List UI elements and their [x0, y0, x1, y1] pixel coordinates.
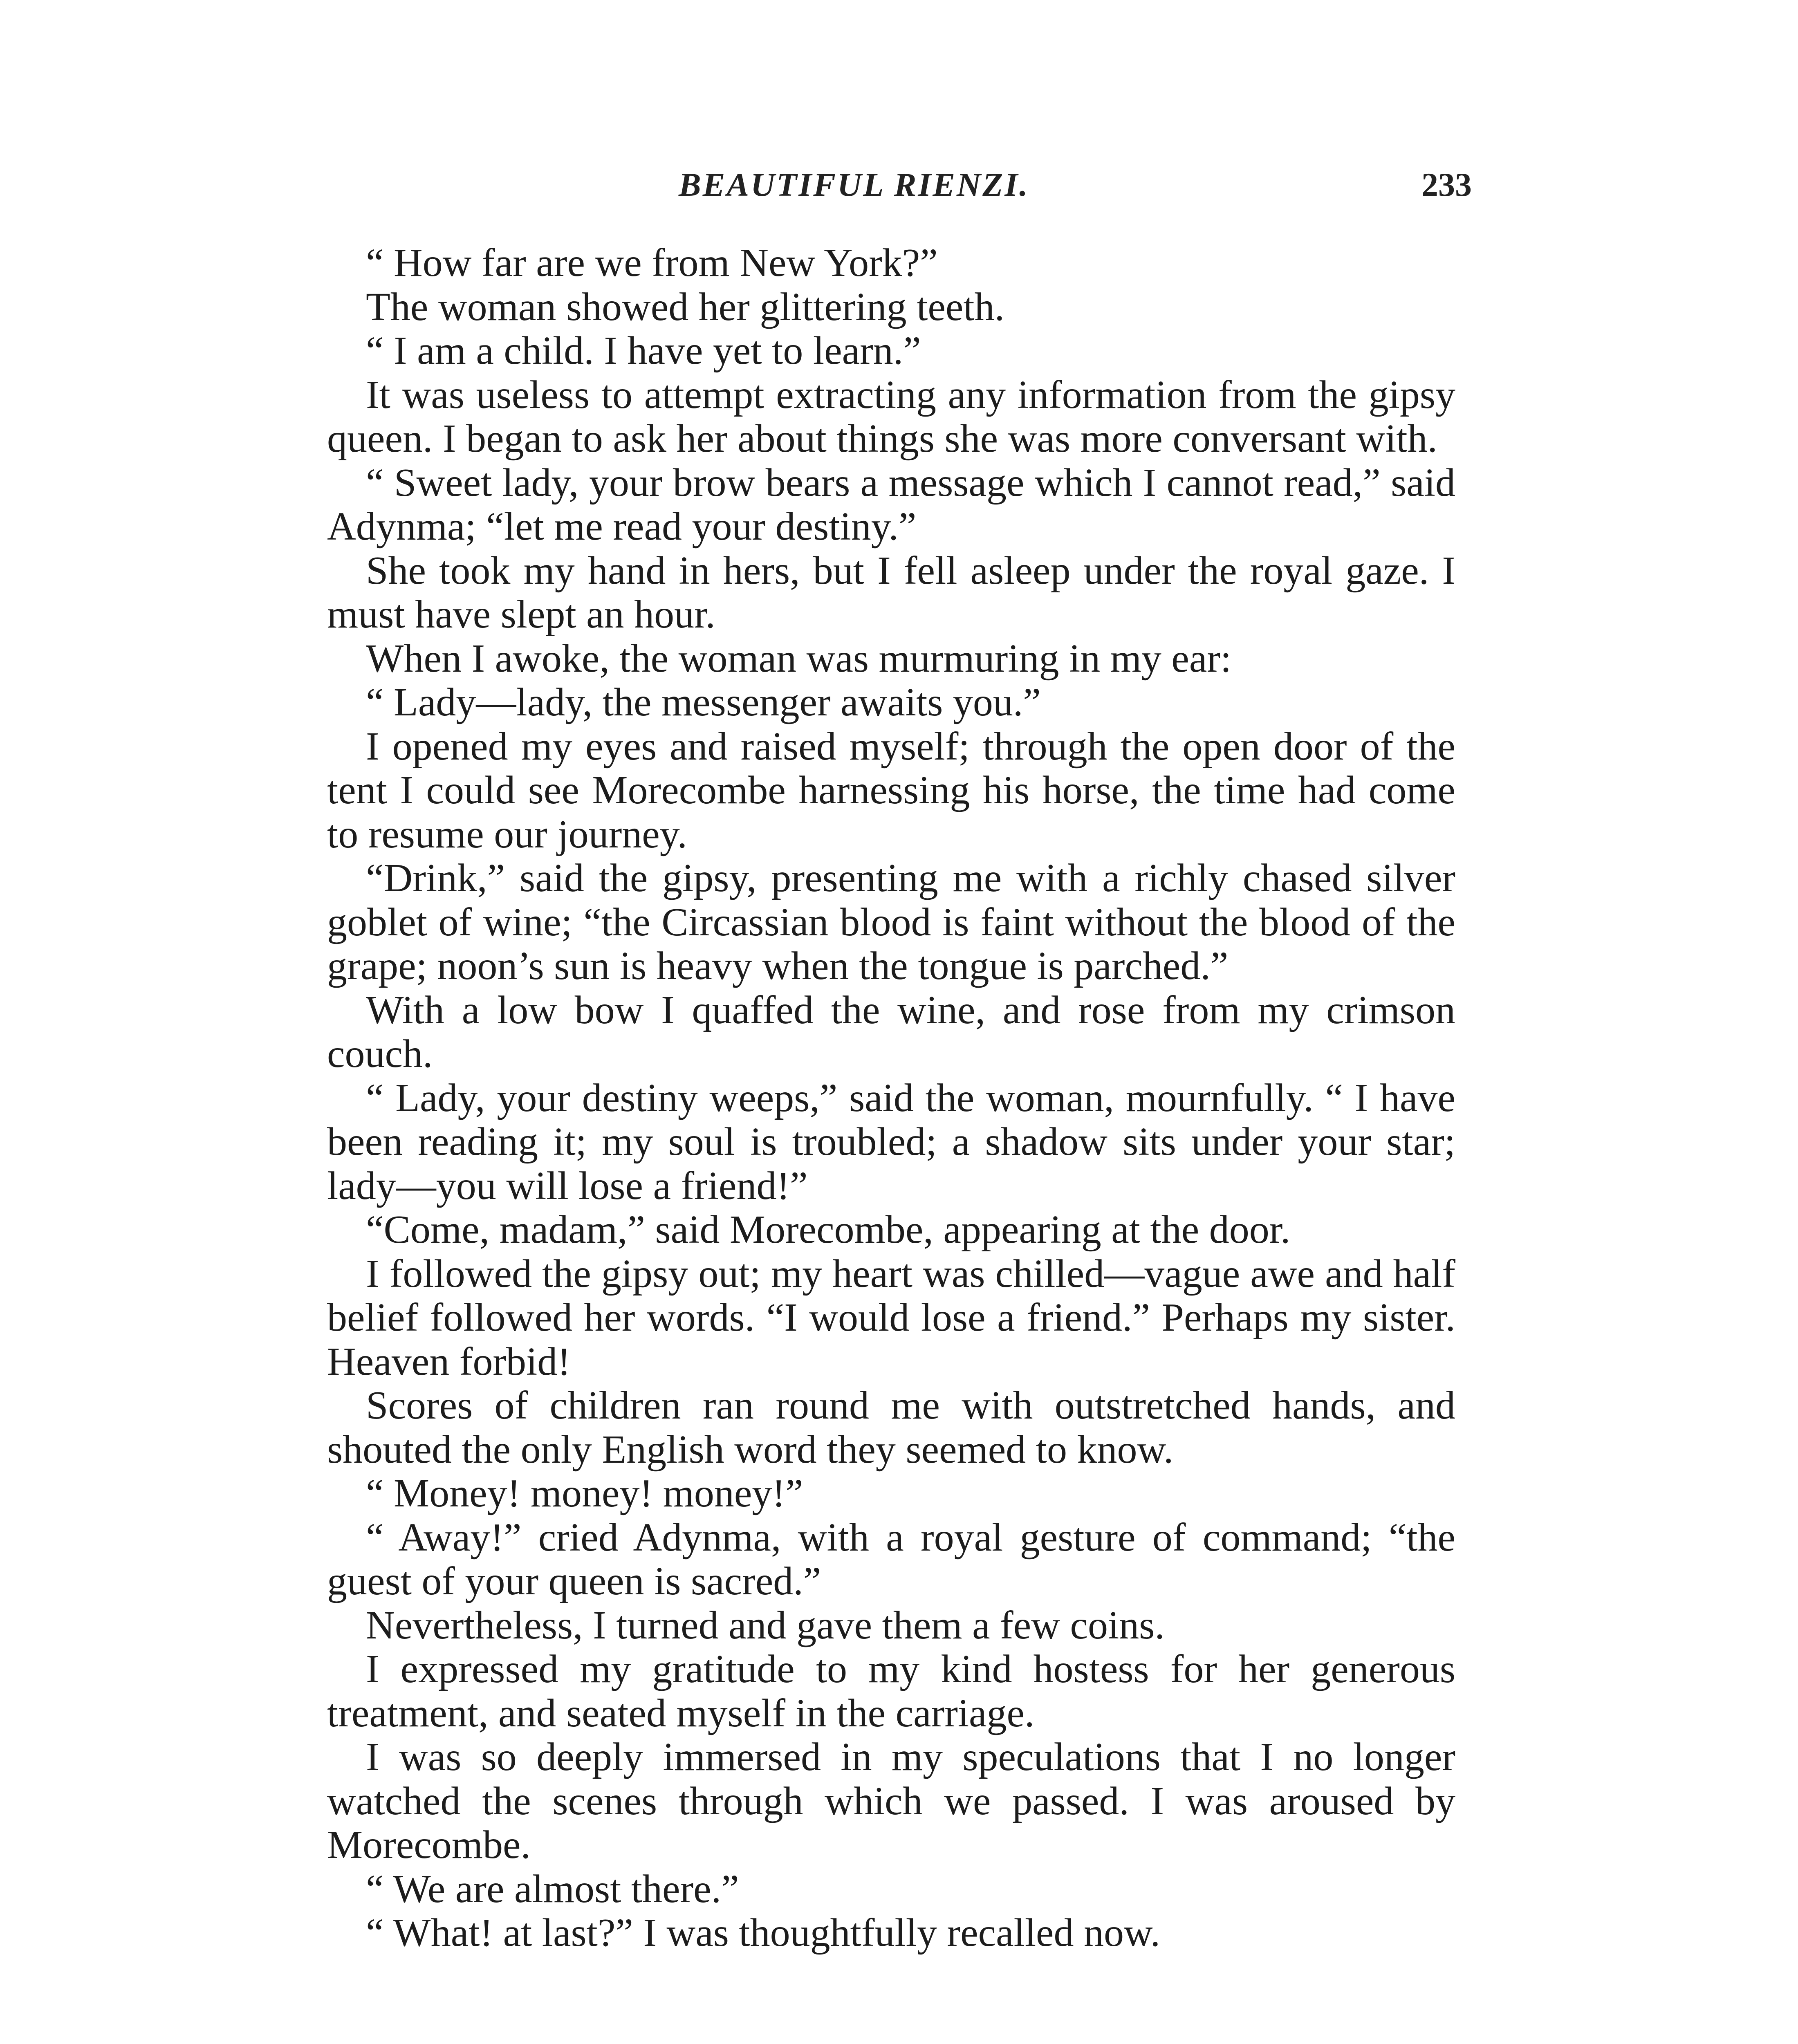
- paragraph: I opened my eyes and raised myself; through the open door of the tent I could see Morecombe harnessing his horse, the time had come to resume our journey.: [327, 724, 1455, 856]
- paragraph: Nevertheless, I turned and gave them a few coins.: [366, 1603, 1165, 1647]
- body-text: [327, 241, 1455, 1955]
- paragraph: “ I am a child. I have yet to learn.”: [366, 329, 921, 373]
- paragraph: “ Money! money! money!”: [366, 1471, 803, 1515]
- paragraph: I expressed my gratitude to my kind hostess for her generous treatment, and seated myself in the carriage.: [327, 1647, 1455, 1735]
- running-head: [327, 166, 1472, 211]
- paragraph: She took my hand in hers, but I fell asleep under the royal gaze. I must have slept an hour.: [327, 548, 1455, 637]
- paragraph: “ How far are we from New York?”: [366, 241, 938, 285]
- paragraph: It was useless to attempt extracting any information from the gipsy queen. I began to ask her about things she was more conversant with.: [327, 372, 1455, 461]
- paragraph: “ Sweet lady, your brow bears a message which I cannot read,” said Adynma; “let me read your destiny.”: [327, 460, 1455, 549]
- paragraph: “ Away!” cried Adynma, with a royal gesture of command; “the guest of your queen is sacred.”: [327, 1515, 1455, 1603]
- paragraph: I followed the gipsy out; my heart was chilled—vague awe and half belief followed her words. “I would lose a friend.” Perhaps my sister. Heaven forbid!: [327, 1251, 1455, 1384]
- running-title: BEAUTIFUL RIENZI.: [679, 166, 1029, 203]
- paragraph: “ We are almost there.”: [366, 1867, 739, 1911]
- paragraph: I was so deeply immersed in my speculations that I no longer watched the scenes through which we passed. I was aroused by Morecombe.: [327, 1735, 1455, 1867]
- paragraph: When I awoke, the woman was murmuring in my ear:: [366, 636, 1232, 681]
- paragraph: “Come, madam,” said Morecombe, appearing at the door.: [366, 1208, 1291, 1252]
- paragraph: “ What! at last?” I was thoughtfully recalled now.: [366, 1911, 1160, 1955]
- paragraph: The woman showed her glittering teeth.: [366, 285, 1005, 329]
- paragraph: “ Lady, your destiny weeps,” said the woman, mournfully. “ I have been reading it; my soul is troubled; a shadow sits under your star; lady—you will lose a friend!”: [327, 1076, 1455, 1208]
- paragraph: “Drink,” said the gipsy, presenting me with a richly chased silver goblet of wine; “the Circassian blood is faint without the blood of the grape; noon’s sun is heavy when the tongue is parched.”: [327, 856, 1455, 988]
- paragraph: “ Lady—lady, the messenger awaits you.”: [366, 680, 1041, 724]
- paragraph: With a low bow I quaffed the wine, and rose from my crimson couch.: [327, 988, 1455, 1076]
- paragraph: Scores of children ran round me with outstretched hands, and shouted the only English word they seemed to know.: [327, 1383, 1455, 1472]
- page-number: 233: [1421, 166, 1472, 203]
